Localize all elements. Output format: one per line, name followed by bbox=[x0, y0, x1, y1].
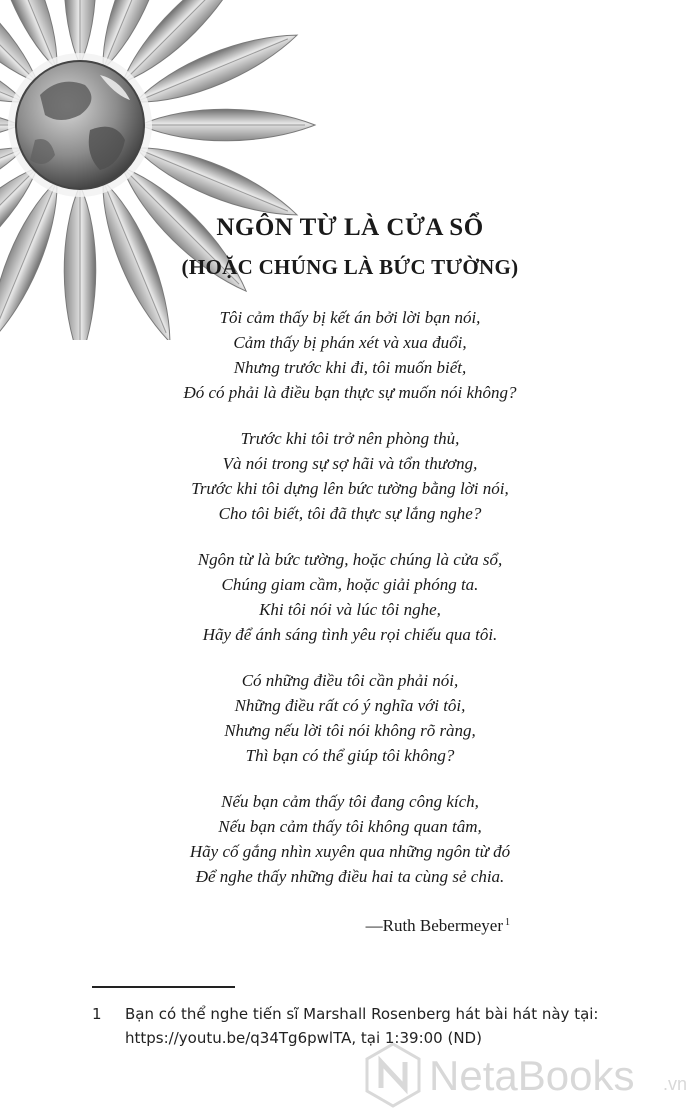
poem-line: Thì bạn có thể giúp tôi không? bbox=[245, 746, 455, 765]
attribution-author: —Ruth Bebermeyer bbox=[365, 916, 503, 935]
poem-line: Có những điều tôi cần phải nói, bbox=[241, 671, 459, 690]
poem-line: Hãy để ánh sáng tình yêu rọi chiếu qua tôi. bbox=[202, 625, 498, 644]
poem-stanza bbox=[100, 426, 600, 526]
poem-line: Hãy cố gắng nhìn xuyên qua những ngôn từ đó bbox=[189, 842, 511, 861]
flower-earth-illustration bbox=[0, 0, 320, 340]
svg-text:.vn: .vn bbox=[663, 1074, 688, 1094]
poem-line: Cảm thấy bị phán xét và xua đuổi, bbox=[233, 333, 467, 352]
poem-line: Cho tôi biết, tôi đã thực sự lắng nghe? bbox=[218, 504, 482, 523]
poem-line: Tôi cảm thấy bị kết án bởi lời bạn nói, bbox=[219, 308, 481, 327]
poem-line: Và nói trong sự sợ hãi và tổn thương, bbox=[222, 454, 478, 473]
footnote-divider bbox=[92, 986, 235, 988]
poem-line: Những điều rất có ý nghĩa với tôi, bbox=[234, 696, 466, 715]
poem-stanza bbox=[100, 668, 600, 768]
poem-line: Đó có phải là điều bạn thực sự muốn nói không? bbox=[183, 383, 517, 402]
poem-line: Nếu bạn cảm thấy tôi đang công kích, bbox=[221, 792, 479, 811]
svg-text:NetaBooks: NetaBooks bbox=[429, 1052, 635, 1099]
page-title: NGÔN TỪ LÀ CỬA SỔ bbox=[216, 214, 484, 241]
netabooks-watermark-logo bbox=[363, 1040, 693, 1110]
footnote-number: 1 bbox=[92, 1005, 102, 1023]
poem-line: Nhưng nếu lời tôi nói không rõ ràng, bbox=[224, 721, 476, 740]
footnote-text: Bạn có thể nghe tiến sĩ Marshall Rosenberg hát bài hát này tại: https://youtu.be/q34Tg6pwlTA, tại 1:39:00 (ND) bbox=[125, 1005, 599, 1047]
poem-line: Để nghe thấy những điều hai ta cùng sẻ chia. bbox=[195, 867, 505, 886]
poem-stanza bbox=[100, 305, 600, 405]
poem bbox=[100, 305, 600, 910]
poem-line: Nếu bạn cảm thấy tôi không quan tâm, bbox=[218, 817, 482, 836]
poem-stanza bbox=[100, 547, 600, 647]
page-subtitle: (HOẶC CHÚNG LÀ BỨC TƯỜNG) bbox=[181, 255, 519, 279]
poem-line: Khi tôi nói và lúc tôi nghe, bbox=[259, 600, 441, 619]
poem-line: Chúng giam cầm, hoặc giải phóng ta. bbox=[221, 575, 479, 594]
poem-line: Ngôn từ là bức tường, hoặc chúng là cửa sổ, bbox=[197, 550, 503, 569]
poem-attribution bbox=[366, 916, 510, 936]
poem-stanza bbox=[100, 789, 600, 889]
footnote-reference[interactable]: 1 bbox=[505, 917, 510, 928]
poem-line: Trước khi tôi dựng lên bức tường bằng lời nói, bbox=[191, 479, 509, 498]
poem-line: Trước khi tôi trở nên phòng thủ, bbox=[240, 429, 460, 448]
poem-line: Nhưng trước khi đi, tôi muốn biết, bbox=[233, 358, 467, 377]
